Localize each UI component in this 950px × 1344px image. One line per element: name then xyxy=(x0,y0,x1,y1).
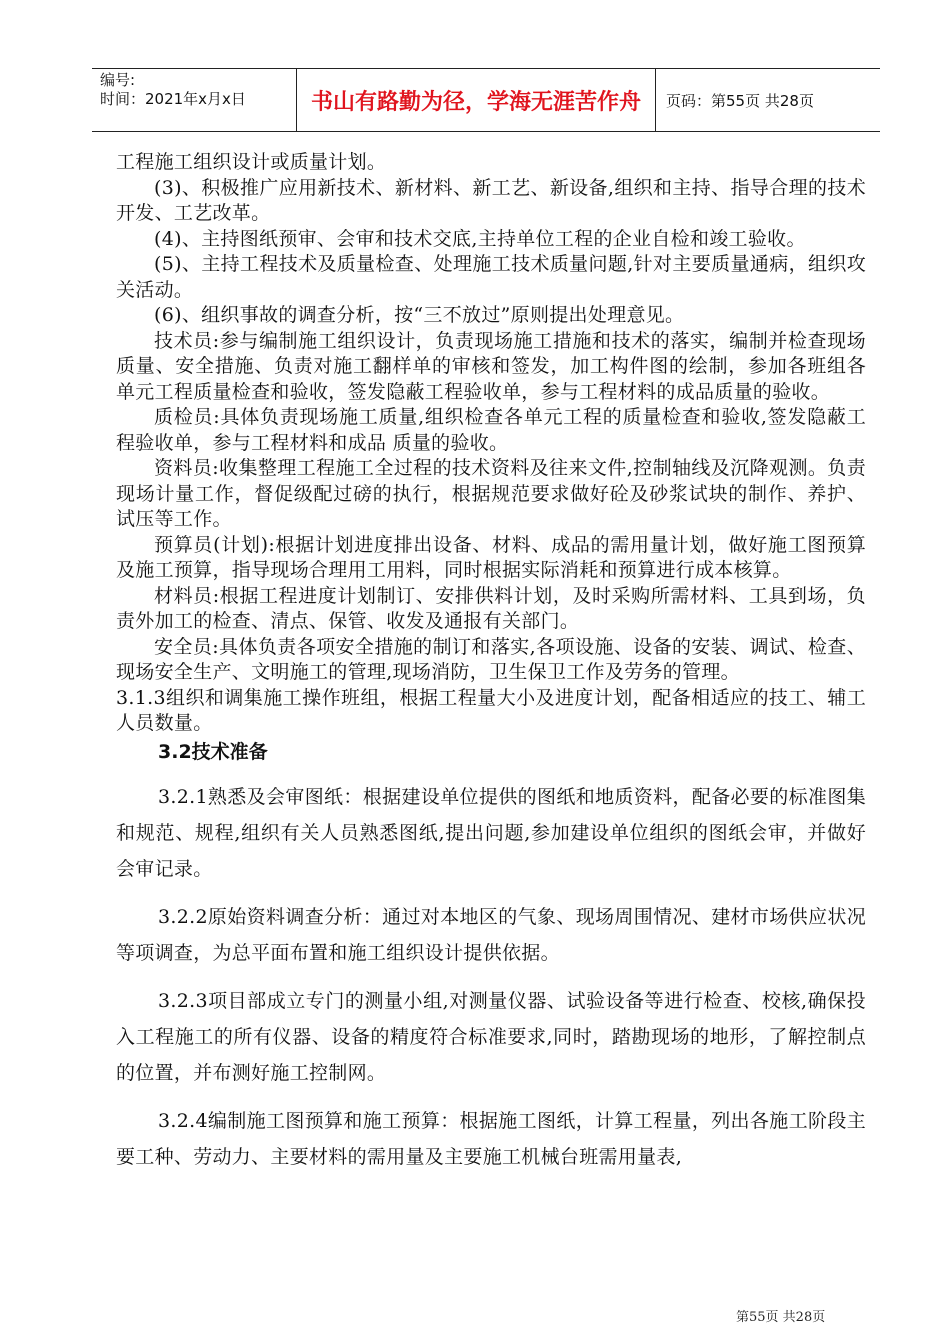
paragraph: (3)、积极推广应用新技术、新材料、新工艺、新设备,组织和主持、指导合理的技术开发、工艺改革。 xyxy=(116,176,866,224)
paragraph: 3.1.3组织和调集施工操作班组，根据工程量大小及进度计划，配备相适应的技工、辅工人员数量。 xyxy=(116,686,866,734)
page-header xyxy=(92,68,880,132)
paragraph: 3.2.3项目部成立专门的测量小组,对测量仪器、试验设备等进行检查、校核,确保投入工程施工的所有仪器、设备的精度符合标准要求,同时，踏勘现场的地形，了解控制点的位置，并布测好施工控制网。 xyxy=(116,989,866,1084)
paragraph: (6)、组织事故的调查分析，按“三不放过”原则提出处理意见。 xyxy=(154,304,685,326)
document-body xyxy=(116,150,866,1175)
paragraph: 资料员:收集整理工程施工全过程的技术资料及往来文件,控制轴线及沉降观测。负责现场计量工作，督促级配过磅的执行，根据规范要求做好砼及砂浆试块的制作、养护、试压等工作。 xyxy=(116,457,866,530)
paragraph: 3.2.1熟悉及会审图纸：根据建设单位提供的图纸和地质资料，配备必要的标准图集和规范、规程,组织有关人员熟悉图纸,提出问题,参加建设单位组织的图纸会审，并做好会审记录。 xyxy=(116,785,866,880)
header-page-label: 页码：第55页 共28页 xyxy=(666,91,814,110)
time-label: 时间：2021年x月x日 xyxy=(100,90,246,108)
paragraph: (5)、主持工程技术及质量检查、处理施工技术质量问题,针对主要质量通病，组织攻关活动。 xyxy=(116,253,866,301)
paragraph: 预算员(计划):根据计划进度排出设备、材料、成品的需用量计划，做好施工图预算及施工预算，指导现场合理用工用料，同时根据实际消耗和预算进行成本核算。 xyxy=(116,533,866,581)
number-label: 编号: xyxy=(100,71,136,89)
paragraph: 3.2.4编制施工图预算和施工预算：根据施工图纸，计算工程量，列出各施工阶段主要工种、劳动力、主要材料的需用量及主要施工机械台班需用量表, xyxy=(116,1109,866,1168)
paragraph: 安全员:具体负责各项安全措施的制订和落实,各项设施、设备的安装、调试、检查、现场安全生产、文明施工的管理,现场消防，卫生保卫工作及劳务的管理。 xyxy=(116,635,866,683)
paragraph: 材料员:根据工程进度计划制订、安排供料计划，及时采购所需材料、工具到场，负责外加工的检查、清点、保管、收发及通报有关部门。 xyxy=(116,584,866,632)
header-meta xyxy=(92,69,297,131)
paragraph: 3.2.2原始资料调查分析：通过对本地区的气象、现场周围情况、建材市场供应状况等项调查，为总平面布置和施工组织设计提供依据。 xyxy=(116,905,866,964)
paragraph: 技术员:参与编制施工组织设计，负责现场施工措施和技术的落实，编制并检查现场质量、安全措施、负责对施工翻样单的审核和签发，加工构件图的绘制，参加各班组各单元工程质量检查和验收，签发隐蔽工程验收单，参与工程材料的成品质量的验收。 xyxy=(116,329,866,403)
section-heading: 3.2技术准备 xyxy=(158,740,268,763)
page-footer: 第55页 共28页 xyxy=(736,1310,826,1325)
paragraph: 质检员:具体负责现场施工质量,组织检查各单元工程的质量检查和验收,签发隐蔽工程验收单，参与工程材料和成品 质量的验收。 xyxy=(116,406,866,454)
header-motto: 书山有路勤为径，学海无涯苦作舟 xyxy=(297,69,656,131)
paragraph: 工程施工组织设计或质量计划。 xyxy=(116,151,387,173)
paragraph: (4)、主持图纸预审、会审和技术交底,主持单位工程的企业自检和竣工验收。 xyxy=(154,227,806,250)
